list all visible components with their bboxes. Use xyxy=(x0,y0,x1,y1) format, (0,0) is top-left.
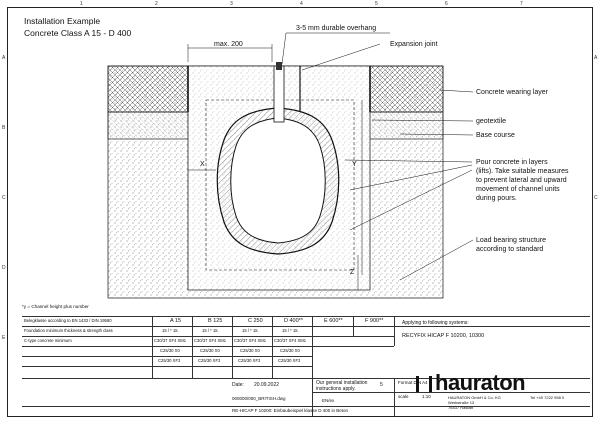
table-header-label: Belegklasse according to EN 1433 / DIN 19580 xyxy=(24,318,112,323)
page-number: 5 xyxy=(380,382,383,388)
row2-d: C30/37 XF4 XM1 xyxy=(274,338,307,343)
company-phone: Tel +49 7222 958 0 xyxy=(530,395,565,400)
date-value: 20.09.2022 xyxy=(254,382,280,388)
load-bearing-line2: according to standard xyxy=(476,246,544,253)
drawing-subtitle: Concrete Class A 15 - D 400 xyxy=(24,28,132,38)
row1-a: 15 / * 15 xyxy=(162,328,178,333)
grid-col-4: 4 xyxy=(300,1,303,7)
class-a15: A 15 xyxy=(170,318,182,324)
row2-label: C-type concrete minimum xyxy=(24,338,72,343)
grid-row-c-right: C xyxy=(594,195,598,201)
pour-note-line3: to prevent lateral and upward xyxy=(476,177,567,184)
grid-col-7: 7 xyxy=(520,1,523,7)
row1-label: Foundation minimum thickness & strength class xyxy=(24,328,113,333)
title-block-table xyxy=(22,316,590,416)
row1-b: 15 / * 15 xyxy=(202,328,218,333)
drawing-title-footer: RE-HICAP F 10200: Einbaubeispiel klasse D 400 in Beton xyxy=(232,408,348,413)
class-d400: D 400** xyxy=(284,318,303,324)
row4-c: C25/30 XF3 xyxy=(238,358,261,363)
expansion-joint-label: Expansion joint xyxy=(390,41,438,48)
class-f900: F 900** xyxy=(365,318,384,324)
pour-note-line2: (lifts). Take suitable measures xyxy=(476,168,569,175)
unit-label: EN/ex xyxy=(322,398,335,403)
row4-a: C25/30 XF3 xyxy=(158,358,181,363)
scale-value: 1:10 xyxy=(422,394,431,399)
format-value: A4 xyxy=(422,380,428,385)
logo-mark-icon xyxy=(416,376,432,392)
applying-label: Applying to following systems: xyxy=(402,320,469,326)
dimension-z: Z xyxy=(350,269,355,276)
row4-d: C25/30 XF3 xyxy=(278,358,301,363)
grid-col-3: 3 xyxy=(230,1,233,7)
dimension-y: Y xyxy=(352,161,357,168)
row2-a: C30/37 XF4 XM1 xyxy=(154,338,187,343)
pour-note-line1: Pour concrete in layers xyxy=(476,159,548,166)
row3-c: C25/30 X0 xyxy=(240,348,260,353)
row1-d: 15 / * 15 xyxy=(282,328,298,333)
dimension-x: X xyxy=(200,161,205,168)
geotextile-label: geotextile xyxy=(476,118,506,125)
drawing-title: Installation Example xyxy=(24,16,101,26)
row2-b: C30/37 XF4 XM1 xyxy=(194,338,227,343)
base-course-label: Base course xyxy=(476,132,515,139)
grid-col-2: 2 xyxy=(155,1,158,7)
company-address-2: Werkstraße 13 xyxy=(448,400,475,405)
systems-text: RECYFIX HICAP F 10200, 10300 xyxy=(402,333,485,339)
date-label: Date: xyxy=(232,382,244,388)
grid-col-6: 6 xyxy=(445,1,448,7)
company-name: hauraton xyxy=(435,370,526,395)
row2-c: C30/37 XF4 XM1 xyxy=(234,338,267,343)
grid-row-e: E xyxy=(2,335,6,341)
company-address-1: HAURATON GmbH & Co. KG xyxy=(448,395,501,400)
wearing-layer-label: Concrete wearing layer xyxy=(476,89,548,96)
grid-row-a: A xyxy=(2,55,6,61)
grid-col-5: 5 xyxy=(375,1,378,7)
row4-b: C25/30 XF3 xyxy=(198,358,221,363)
load-bearing-line1: Load bearing structure xyxy=(476,237,547,244)
class-e600: E 600** xyxy=(324,318,343,324)
grid-row-b: B xyxy=(2,125,6,131)
format-label: Format DIN xyxy=(398,380,422,385)
grid-row-c: C xyxy=(2,195,6,201)
grid-col-1: 1 xyxy=(80,1,83,7)
row3-a: C25/30 X0 xyxy=(160,348,180,353)
pour-note-line4: movement of channel units xyxy=(476,186,560,193)
file-name: 000000/000_BRITISH.dwg xyxy=(232,396,286,401)
row3-b: C25/30 X0 xyxy=(200,348,220,353)
slot-top xyxy=(276,62,282,70)
hauraton-logo xyxy=(416,370,525,396)
general-note: Our general installation instructions apply. xyxy=(316,380,368,392)
row3-d: C25/30 X0 xyxy=(280,348,300,353)
row1-c: 15 / * 15 xyxy=(242,328,258,333)
class-c250: C 250 xyxy=(248,318,263,324)
overhang-label: 3-5 mm durable overhang xyxy=(296,25,377,32)
footnote: *y = Channel height plus number xyxy=(22,304,89,309)
channel-inside xyxy=(231,118,326,243)
channel-slot xyxy=(274,66,284,122)
class-b125: B 125 xyxy=(208,318,223,324)
pour-note-line5: during pours. xyxy=(476,195,517,202)
max-dimension-label: max. 200 xyxy=(214,41,243,48)
grid-row-a-right: A xyxy=(594,55,598,61)
scale-label: scale xyxy=(398,394,409,399)
company-address-3: 76437 Rastatt xyxy=(448,405,473,410)
grid-row-d: D xyxy=(2,265,6,271)
